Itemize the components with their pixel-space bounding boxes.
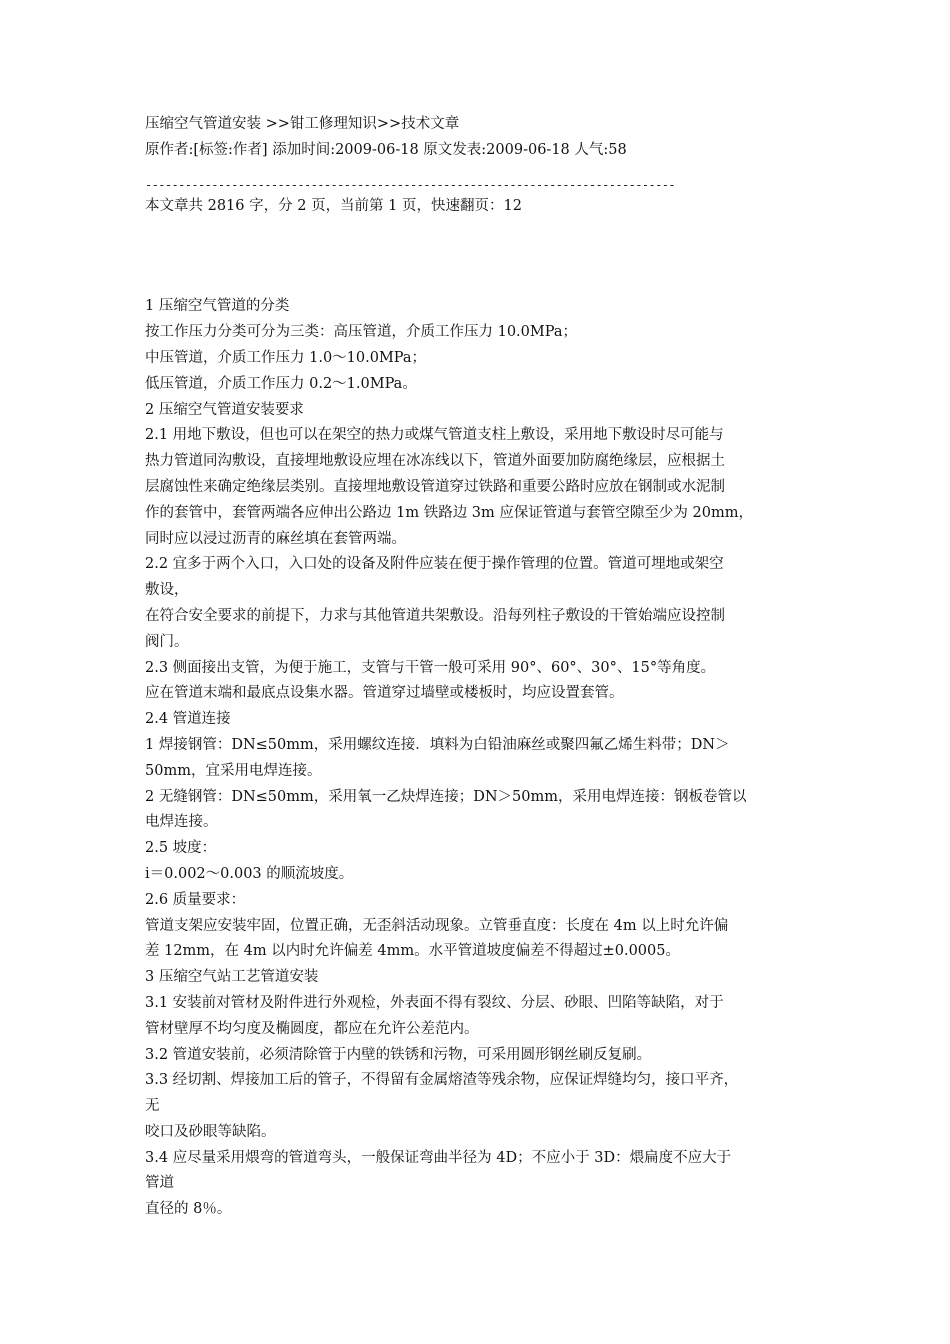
section-heading: 2 压缩空气管道安装要求 <box>145 401 304 418</box>
body-line: 3.2 管道安装前，必须清除管于内壁的铁锈和污物，可采用圆形钢丝刷反复刷。 <box>145 1046 652 1063</box>
body-line: 2.1 用地下敷设，但也可以在架空的热力或煤气管道支柱上敷设，采用地下敷设时尽可能与 <box>145 427 724 444</box>
body-line: 作的套管中，套管两端各应伸出公路边 1m 铁路边 3m 应保证管道与套管空隙至少为 20mm， <box>145 504 753 521</box>
body-line: 敷设， <box>145 582 189 599</box>
subsection-heading: 2.4 管道连接 <box>145 711 231 728</box>
body-line: 差 12mm，在 4m 以内时允许偏差 4mm。水平管道坡度偏差不得超过±0.0005。 <box>145 943 680 960</box>
body-line: i＝0.002～0.003 的顺流坡度。 <box>145 865 354 882</box>
body-line: 按工作压力分类可分为三类：高压管道，介质工作压力 10.0MPa； <box>145 324 577 341</box>
spacer <box>145 219 815 294</box>
article-meta-line: 原作者:[标签:作者] 添加时间:2009-06-18 原文发表:2009-06-18 人气:58 <box>145 141 627 158</box>
body-line: 直径的 8％。 <box>145 1201 232 1218</box>
body-line: 热力管道同沟敷设，直接埋地敷设应埋在冰冻线以下，管道外面要加防腐绝缘层，应根据土 <box>145 453 725 470</box>
body-line: 应在管道末端和最底点设集水器。管道穿过墙壁或楼板时，均应设置套管。 <box>145 685 624 702</box>
body-line: 同时应以浸过沥青的麻丝填在套管两端。 <box>145 530 406 547</box>
section-heading: 3 压缩空气站工艺管道安装 <box>145 969 319 986</box>
body-line: 2.2 宜多于两个入口，入口处的设备及附件应装在便于操作管理的位置。管道可埋地或架空 <box>145 556 724 573</box>
body-line: 1 焊接钢管：DN≤50mm，采用螺纹连接．填料为白铅油麻丝或聚四氟乙烯生料带；DN＞ <box>145 736 730 753</box>
section-heading: 1 压缩空气管道的分类 <box>145 298 290 315</box>
article-body <box>145 294 815 1223</box>
body-line: 2 无缝钢管：DN≤50mm，采用氧一乙炔焊连接；DN＞50mm，采用电焊连接：钢板卷管以 <box>145 788 747 805</box>
article-page <box>145 112 815 1223</box>
article-title-line: 压缩空气管道安装 >>钳工修理知识>>技术文章 <box>145 116 460 132</box>
body-line: 在符合安全要求的前提下，力求与其他管道共架敷设。沿每列柱子敷设的干管始端应设控制 <box>145 607 725 624</box>
body-line: 低压管道，介质工作压力 0.2～1.0MPa。 <box>145 375 417 392</box>
divider-line: -------------------------------------------------------------------------------- <box>145 177 675 192</box>
body-line: 层腐蚀性来确定绝缘层类别。直接埋地敷设管道穿过铁路和重要公路时应放在钢制或水泥制 <box>145 478 725 495</box>
body-line: 电焊连接。 <box>145 814 218 831</box>
body-line: 中压管道，介质工作压力 1.0～10.0MPa； <box>145 349 427 366</box>
body-line: 2.3 侧面接出支管，为便于施工，支管与干管一般可采用 90°、60°、30°、15°等角度。 <box>145 659 716 676</box>
subsection-heading: 2.6 质量要求： <box>145 891 246 908</box>
body-line: 3.1 安装前对管材及附件进行外观检，外表面不得有裂纹、分层、砂眼、凹陷等缺陷，对于 <box>145 994 724 1011</box>
body-line: 咬口及砂眼等缺陷。 <box>145 1123 276 1140</box>
body-line: 管道 <box>145 1175 174 1192</box>
body-line: 阀门。 <box>145 633 189 650</box>
page-info-line: 本文章共 2816 字，分 2 页，当前第 1 页，快速翻页：12 <box>145 197 522 214</box>
body-line: 无 <box>145 1098 160 1115</box>
body-line: 50mm，宜采用电焊连接。 <box>145 762 322 779</box>
body-line: 管材壁厚不均匀度及椭圆度，都应在允许公差范内。 <box>145 1020 479 1037</box>
body-line: 3.4 应尽量采用煨弯的管道弯头，一般保证弯曲半径为 4D；不应小于 3D：煨扁度不应大于 <box>145 1149 732 1166</box>
subsection-heading: 2.5 坡度： <box>145 840 217 857</box>
body-line: 3.3 经切割、焊接加工后的管子，不得留有金属熔渣等残余物，应保证焊缝均匀，接口平齐， <box>145 1072 739 1089</box>
body-line: 管道支架应安装牢固，位置正确，无歪斜活动现象。立管垂直度：长度在 4m 以上时允许偏 <box>145 917 729 934</box>
